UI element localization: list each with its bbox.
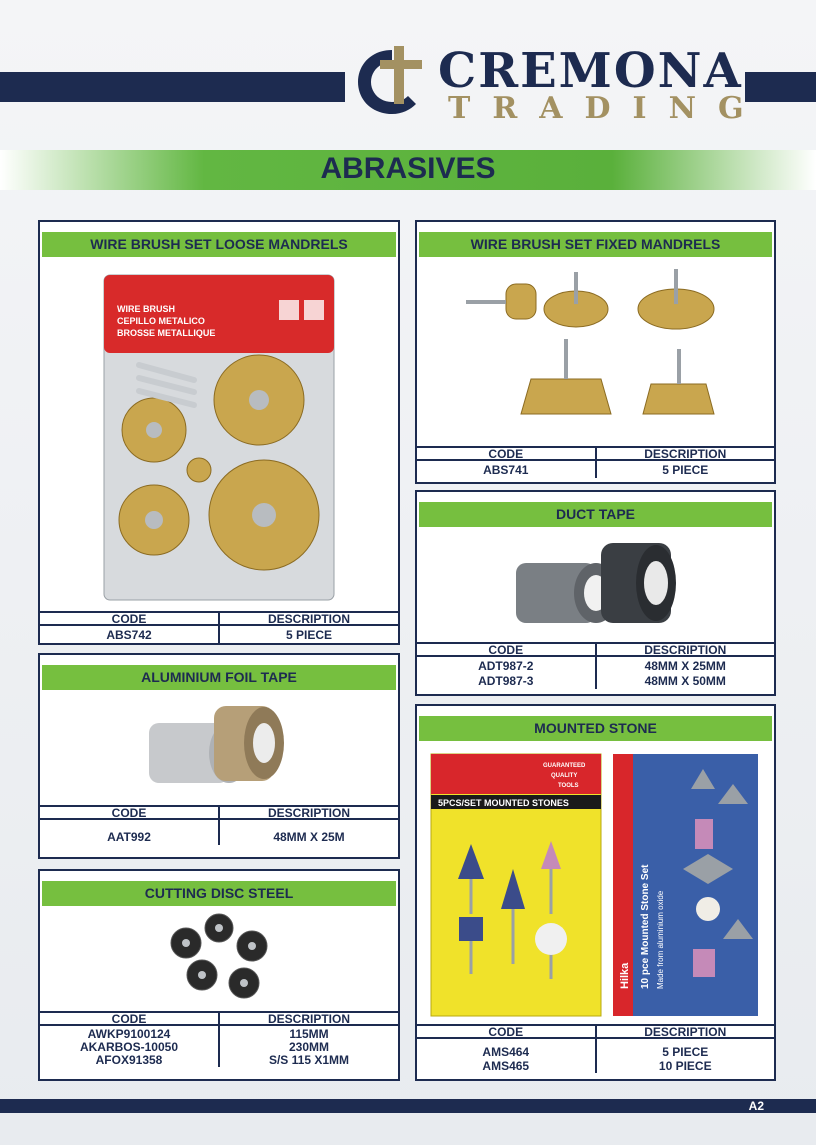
product-image xyxy=(42,908,396,1008)
product-title: DUCT TAPE xyxy=(419,502,772,527)
wire-brush-pack-image xyxy=(99,270,339,605)
pack-label-3: BROSSE METALLIQUE xyxy=(117,327,216,338)
code-cell xyxy=(40,820,218,845)
product-title: WIRE BRUSH SET FIXED MANDRELS xyxy=(419,232,772,257)
code-value: ABS742 xyxy=(106,628,152,642)
code-header: CODE xyxy=(488,643,524,657)
table-row xyxy=(417,1039,774,1073)
table-row xyxy=(417,461,774,478)
description-cell xyxy=(218,820,398,845)
description-header: DESCRIPTION xyxy=(595,448,775,459)
description-value: 5 PIECE xyxy=(662,1045,709,1059)
code-header: CODE xyxy=(111,1012,147,1026)
mounted-stone-image xyxy=(423,749,768,1021)
foil-tape-image xyxy=(139,698,299,798)
description-cell xyxy=(595,461,775,478)
product-image xyxy=(42,262,396,612)
product-table xyxy=(417,446,774,478)
code-header: CODE xyxy=(488,1025,524,1039)
duct-tape-image xyxy=(506,533,686,638)
pack-label-1: WIRE BRUSH xyxy=(117,303,175,314)
description-header: DESCRIPTION xyxy=(218,807,398,818)
table-header xyxy=(417,448,774,461)
product-table xyxy=(417,642,774,689)
description-value: 230MM xyxy=(288,1040,329,1054)
product-title: CUTTING DISC STEEL xyxy=(42,881,396,906)
description-cell xyxy=(595,657,775,689)
description-cell xyxy=(218,626,398,643)
product-table xyxy=(40,1011,398,1067)
description-value: 48MM X 25M xyxy=(273,830,345,844)
product-fixed-mandrels xyxy=(415,220,776,484)
pack1-line4: 5PCS/SET MOUNTED STONES xyxy=(438,798,569,808)
product-image xyxy=(42,692,396,804)
product-aluminium-foil-tape xyxy=(38,653,400,859)
pack2-line2: Made from aluminium oxide xyxy=(656,890,665,989)
code-header: CODE xyxy=(111,806,147,820)
code-value: AMS465 xyxy=(482,1059,530,1073)
code-cell xyxy=(40,626,218,643)
description-value: 5 PIECE xyxy=(662,463,709,477)
page-number: A2 xyxy=(748,1099,764,1113)
description-header: DESCRIPTION xyxy=(595,644,775,655)
pack1-line2: QUALITY xyxy=(551,773,578,779)
brand-subtitle: TRADING xyxy=(448,91,766,126)
description-value: 48MM X 50MM xyxy=(644,674,726,688)
table-header xyxy=(40,1013,398,1026)
description-cell xyxy=(218,1026,398,1067)
wire-brush-fixed-image xyxy=(446,264,746,439)
code-value: ABS741 xyxy=(483,463,529,477)
product-image xyxy=(419,260,772,443)
product-table xyxy=(40,805,398,845)
brand-name: CREMONA xyxy=(438,43,743,99)
pack1-line3: TOOLS xyxy=(558,783,579,789)
product-duct-tape xyxy=(415,490,776,696)
product-image xyxy=(419,529,772,641)
code-cell xyxy=(40,1026,218,1067)
code-header: CODE xyxy=(488,447,524,461)
table-row xyxy=(40,1026,398,1067)
description-value: 48MM X 25MM xyxy=(644,659,726,673)
description-value: 10 PIECE xyxy=(658,1059,712,1073)
code-value: AWKP9100124 xyxy=(87,1027,171,1041)
footer-bar xyxy=(0,1099,816,1113)
product-title: ALUMINIUM FOIL TAPE xyxy=(42,665,396,690)
description-value: S/S 115 X1MM xyxy=(268,1053,350,1067)
code-header: CODE xyxy=(111,612,147,626)
cremona-logo-icon xyxy=(350,40,435,118)
product-loose-mandrels xyxy=(38,220,400,645)
product-table xyxy=(417,1024,774,1073)
description-header: DESCRIPTION xyxy=(218,613,398,624)
header-bar-left xyxy=(0,72,345,102)
table-row xyxy=(40,820,398,845)
table-row xyxy=(417,657,774,689)
code-value: AFOX91358 xyxy=(95,1053,163,1067)
pack1-line1: GUARANTEED xyxy=(543,763,586,769)
description-header: DESCRIPTION xyxy=(218,1013,398,1024)
description-cell xyxy=(595,1039,775,1073)
description-value: 5 PIECE xyxy=(285,628,333,642)
product-title: MOUNTED STONE xyxy=(419,716,772,741)
table-header xyxy=(417,1026,774,1039)
pack-label-2: CEPILLO METALICO xyxy=(117,315,205,326)
description-value: 115MM xyxy=(289,1027,329,1041)
table-row xyxy=(40,626,398,643)
product-table xyxy=(40,611,398,643)
code-value: AMS464 xyxy=(482,1045,530,1059)
code-value: ADT987-2 xyxy=(478,659,534,673)
cutting-disc-image xyxy=(164,913,274,1003)
code-cell xyxy=(417,1039,595,1073)
code-cell xyxy=(417,657,595,689)
pack2-brand: Hilka xyxy=(619,962,631,989)
product-title: WIRE BRUSH SET LOOSE MANDRELS xyxy=(42,232,396,257)
code-cell xyxy=(417,461,595,478)
table-header xyxy=(417,644,774,657)
product-image xyxy=(419,746,772,1024)
product-mounted-stone xyxy=(415,704,776,1081)
table-header xyxy=(40,613,398,626)
pack2-line1: 10 pce Mounted Stone Set xyxy=(640,864,651,989)
product-cutting-disc-steel xyxy=(38,869,400,1081)
code-value: AKARBOS-10050 xyxy=(79,1040,179,1054)
section-title: ABRASIVES xyxy=(320,152,496,185)
code-value: ADT987-3 xyxy=(478,674,534,688)
code-value: AAT992 xyxy=(107,830,151,844)
table-header xyxy=(40,807,398,820)
description-header: DESCRIPTION xyxy=(595,1026,775,1037)
